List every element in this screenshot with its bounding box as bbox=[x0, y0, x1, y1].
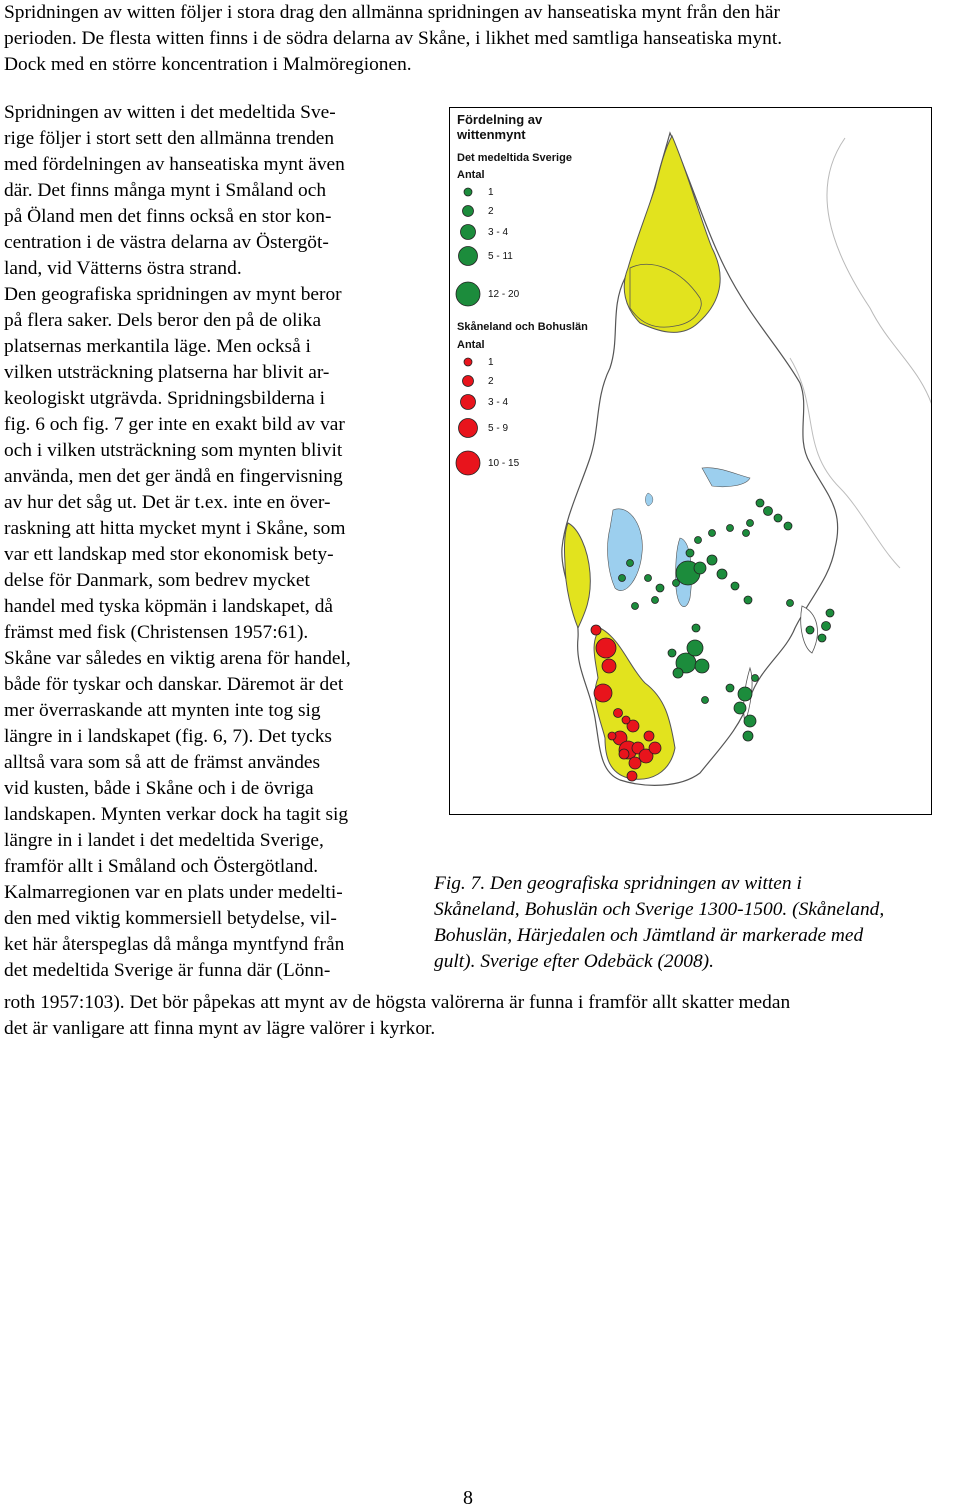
green-find-point bbox=[627, 560, 634, 567]
legend-label: 3 - 4 bbox=[488, 397, 509, 408]
green-find-point bbox=[695, 537, 702, 544]
green-find-point bbox=[687, 640, 703, 656]
green-find-point bbox=[632, 603, 639, 610]
red-find-point bbox=[608, 732, 616, 740]
text-line: både för tyskar och danskar. Däremot är det bbox=[4, 674, 344, 695]
green-find-point bbox=[806, 626, 814, 634]
distribution-map bbox=[449, 107, 932, 815]
legend-sub: Antal bbox=[457, 339, 485, 351]
text-line: längre in i landskapet (fig. 6, 7). Det tycks bbox=[4, 726, 332, 747]
green-find-point bbox=[784, 522, 792, 530]
green-find-point bbox=[726, 684, 734, 692]
body-column bbox=[4, 100, 424, 984]
green-find-point bbox=[686, 549, 694, 557]
text-line: land, vid Vätterns östra strand. bbox=[4, 258, 242, 279]
green-find-point bbox=[747, 520, 754, 527]
legend-label: 10 - 15 bbox=[488, 458, 520, 469]
text-line: längre in i landet i det medeltida Sverige, bbox=[4, 830, 324, 851]
legend-red-circle bbox=[464, 358, 472, 366]
text-line: Spridningen av witten i det medeltida Sve- bbox=[4, 102, 336, 123]
text-line: och i vilken utsträckning som mynten blivit bbox=[4, 440, 343, 461]
green-find-point bbox=[692, 624, 700, 632]
green-find-point bbox=[734, 702, 746, 714]
text-line: Kalmarregionen var en plats under medelti- bbox=[4, 882, 343, 903]
red-find-point bbox=[649, 742, 661, 754]
text-line: mer överraskande att mynten inte tog sig bbox=[4, 700, 321, 721]
red-find-point bbox=[627, 771, 637, 781]
legend-red-circle bbox=[456, 451, 480, 475]
legend-label: 1 bbox=[488, 357, 494, 368]
text-line: perioden. De flesta witten finns i de södra delarna av Skåne, i likhet med samtliga hanseatiska mynt. bbox=[4, 28, 783, 49]
green-find-point bbox=[695, 659, 709, 673]
page-number: 8 bbox=[463, 1487, 473, 1509]
text-line: rige följer i stort sett den allmänna trenden bbox=[4, 128, 335, 149]
red-find-point bbox=[594, 684, 612, 702]
legend-green-circle bbox=[459, 247, 478, 266]
sweden-map bbox=[450, 108, 932, 815]
text-line: använda, men det ger ändå en fingervisning bbox=[4, 466, 343, 487]
legend-red-circle bbox=[463, 376, 474, 387]
red-find-point bbox=[596, 638, 616, 658]
legend-label: 5 - 11 bbox=[488, 251, 513, 262]
green-find-point bbox=[744, 596, 752, 604]
caption-line: Fig. 7. Den geografiska spridningen av witten i bbox=[434, 873, 802, 894]
green-find-point bbox=[668, 649, 676, 657]
text-line: fig. 6 och fig. 7 ger inte en exakt bild av var bbox=[4, 414, 345, 435]
legend-sub: Antal bbox=[457, 169, 485, 181]
intro-paragraph bbox=[4, 0, 934, 78]
green-find-point bbox=[756, 499, 764, 507]
red-find-point bbox=[622, 716, 630, 724]
green-find-point bbox=[709, 530, 716, 537]
text-line: alltså vara som så att de främst användes bbox=[4, 752, 321, 773]
green-find-point bbox=[743, 731, 753, 741]
caption-line: Skåneland, Bohuslän och Sverige 1300-1500. (Skåneland, bbox=[434, 899, 885, 920]
text-line: främst med fisk (Christensen 1957:61). bbox=[4, 622, 309, 643]
text-line: Dock med en större koncentration i Malmöregionen. bbox=[4, 54, 412, 75]
text-line: Spridningen av witten följer i stora drag den allmänna spridningen av hanseatiska mynt från den här bbox=[4, 2, 780, 23]
legend-red-circle bbox=[459, 419, 478, 438]
text-line: ket här återspeglas då många myntfynd från bbox=[4, 934, 345, 955]
legend-label: 2 bbox=[488, 376, 494, 387]
text-line: med fördelningen av hanseatiska mynt även bbox=[4, 154, 345, 175]
text-line: raskning att hitta mycket mynt i Skåne, som bbox=[4, 518, 346, 539]
red-find-point bbox=[591, 625, 601, 635]
text-line: det medeltida Sverige är funna där (Lönn- bbox=[4, 960, 331, 981]
text-line: där. Det finns många mynt i Småland och bbox=[4, 180, 327, 201]
green-find-point bbox=[702, 697, 709, 704]
text-line: handel med tyska köpmän i landskapet, då bbox=[4, 596, 334, 617]
red-find-point bbox=[614, 709, 623, 718]
green-find-point bbox=[673, 668, 683, 678]
green-find-point bbox=[652, 597, 659, 604]
green-find-point bbox=[752, 675, 759, 682]
legend-green-circle bbox=[461, 225, 476, 240]
green-find-point bbox=[738, 687, 752, 701]
legend-label: 2 bbox=[488, 206, 494, 217]
red-find-point bbox=[602, 659, 616, 673]
text-line: keologiskt utgrävda. Spridningsbilderna i bbox=[4, 388, 325, 409]
green-find-point bbox=[656, 584, 664, 592]
legend-label: 12 - 20 bbox=[488, 289, 520, 300]
green-find-point bbox=[774, 514, 782, 522]
green-find-point bbox=[743, 530, 750, 537]
text-line: centration i de västra delarna av Östergöt- bbox=[4, 232, 329, 253]
green-find-point bbox=[822, 622, 831, 631]
green-find-point bbox=[744, 715, 756, 727]
red-find-point bbox=[629, 757, 641, 769]
legend-group-title: Skåneland och Bohuslän bbox=[457, 321, 588, 333]
text-line: roth 1957:103). Det bör påpekas att mynt av de högsta valörerna är funna i framför allt skatter medan bbox=[4, 992, 791, 1013]
text-line: vilken utsträckning platserna har blivit ar- bbox=[4, 362, 330, 383]
text-line: Skåne var således en viktig arena för handel, bbox=[4, 648, 351, 669]
text-line: på flera saker. Dels beror den på de olika bbox=[4, 310, 322, 331]
green-find-point bbox=[645, 575, 652, 582]
text-line: var ett landskap med stor ekonomisk bety- bbox=[4, 544, 334, 565]
text-line: av hur det såg ut. Det är t.ex. inte en över- bbox=[4, 492, 331, 513]
text-line: platsernas merkantila läge. Men också i bbox=[4, 336, 311, 357]
green-find-point bbox=[731, 582, 739, 590]
green-find-point bbox=[717, 569, 727, 579]
legend-label: 3 - 4 bbox=[488, 227, 509, 238]
legend-title: wittenmynt bbox=[457, 127, 526, 142]
text-line: på Öland men det finns också en stor kon- bbox=[4, 206, 332, 227]
green-find-point bbox=[694, 562, 706, 574]
caption-line: Bohuslän, Härjedalen och Jämtland är markerade med bbox=[434, 925, 864, 946]
green-find-point bbox=[727, 525, 734, 532]
caption-line: gult). Sverige efter Odebäck (2008). bbox=[434, 951, 714, 972]
legend-red-circle bbox=[461, 395, 476, 410]
tail-paragraph bbox=[4, 990, 954, 1042]
green-find-point bbox=[764, 507, 773, 516]
legend-green-circle bbox=[464, 188, 472, 196]
coast-outline bbox=[827, 138, 932, 408]
green-find-point bbox=[787, 600, 794, 607]
legend-label: 5 - 9 bbox=[488, 423, 509, 434]
text-line: framför allt i Småland och Östergötland. bbox=[4, 856, 319, 877]
green-find-point bbox=[707, 555, 717, 565]
legend-label: 1 bbox=[488, 187, 494, 198]
legend-green-circle bbox=[456, 282, 480, 306]
red-find-point bbox=[619, 749, 629, 759]
legend-group-title: Det medeltida Sverige bbox=[457, 152, 572, 164]
green-find-point bbox=[619, 575, 626, 582]
red-find-point bbox=[644, 731, 654, 741]
green-find-point bbox=[818, 634, 826, 642]
text-line: landskapen. Mynten verkar dock ha tagit sig bbox=[4, 804, 349, 825]
legend-green-circle bbox=[463, 206, 474, 217]
text-line: den med viktig kommersiell betydelse, vil- bbox=[4, 908, 337, 929]
text-line: delse för Danmark, som bedrev mycket bbox=[4, 570, 310, 591]
figure-caption bbox=[434, 871, 960, 975]
green-find-point bbox=[826, 609, 834, 617]
text-line: det är vanligare att finna mynt av lägre valörer i kyrkor. bbox=[4, 1018, 436, 1039]
text-line: Den geografiska spridningen av mynt beror bbox=[4, 284, 342, 305]
text-line: vid kusten, både i Skåne och i de övriga bbox=[4, 778, 314, 799]
legend-title: Fördelning av bbox=[457, 112, 543, 127]
